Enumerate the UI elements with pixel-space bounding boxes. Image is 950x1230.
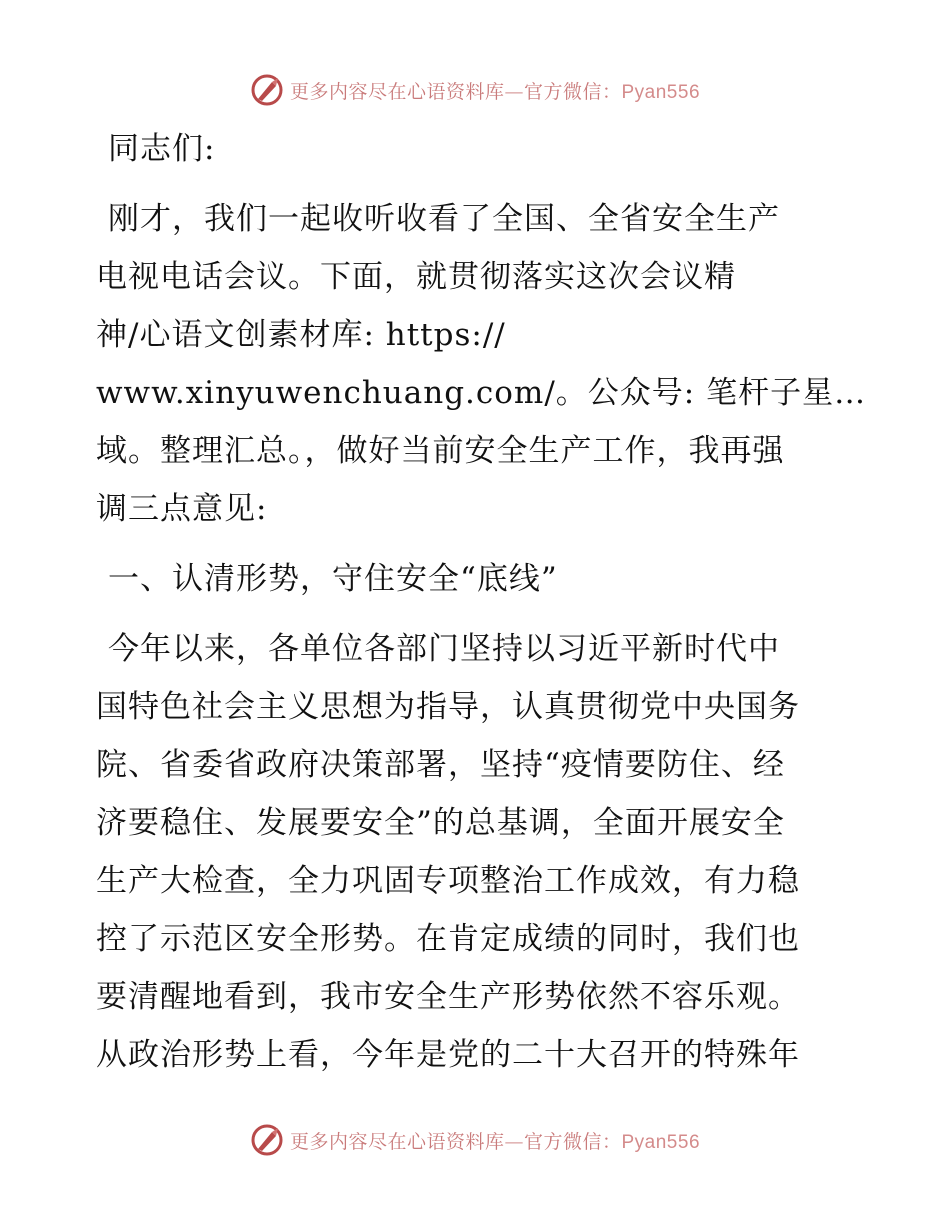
paragraph-line: 电视电话会议。下面，就贯彻落实这次会议精 [96,259,736,295]
paragraph-line: 从政治形势上看，今年是党的二十大召开的特殊年 [96,1037,800,1073]
paragraph-situation [96,620,856,1084]
paragraph-line: 刚才，我们一起收听收看了全国、全省安全生产 [108,201,780,237]
watermark-header [0,70,950,110]
paragraph-line: 调三点意见: [96,491,268,527]
paragraph-line: 济要稳住、发展要安全”的总基调，全面开展安全 [96,805,785,841]
paragraph-line: 院、省委省政府决策部署，坚持“疫情要防住、经 [96,747,785,783]
section-heading: 一、认清形势，守住安全“底线” [108,561,558,597]
paragraph-line: 要清醒地看到，我市安全生产形势依然不容乐观。 [96,979,800,1015]
watermark-footer [0,1120,950,1160]
watermark-text: 更多内容尽在心语资料库—官方微信：Pyan556 [289,80,701,103]
watermark-text: 更多内容尽在心语资料库—官方微信：Pyan556 [289,1130,701,1153]
paragraph-line: 生产大检查，全力巩固专项整治工作成效，有力稳 [96,863,800,899]
paragraph-line: 神/心语文创素材库: https:// [96,317,506,353]
quill-logo-icon [250,73,284,107]
paragraph-line: 今年以来，各单位各部门坚持以习近平新时代中 [108,631,780,667]
paragraph-line: 国特色社会主义思想为指导，认真贯彻党中央国务 [96,689,800,725]
quill-logo-icon [250,1123,284,1157]
paragraph-line: 控了示范区安全形势。在肯定成绩的同时，我们也 [96,921,800,957]
paragraph-intro [96,190,867,538]
paragraph-line: 域。整理汇总。，做好当前安全生产工作，我再强 [96,433,785,469]
paragraph-line: www.xinyuwenchuang.com/。公众号: 笔杆子星… [96,375,867,411]
document-body [96,120,867,1084]
salutation: 同志们: [108,131,216,167]
